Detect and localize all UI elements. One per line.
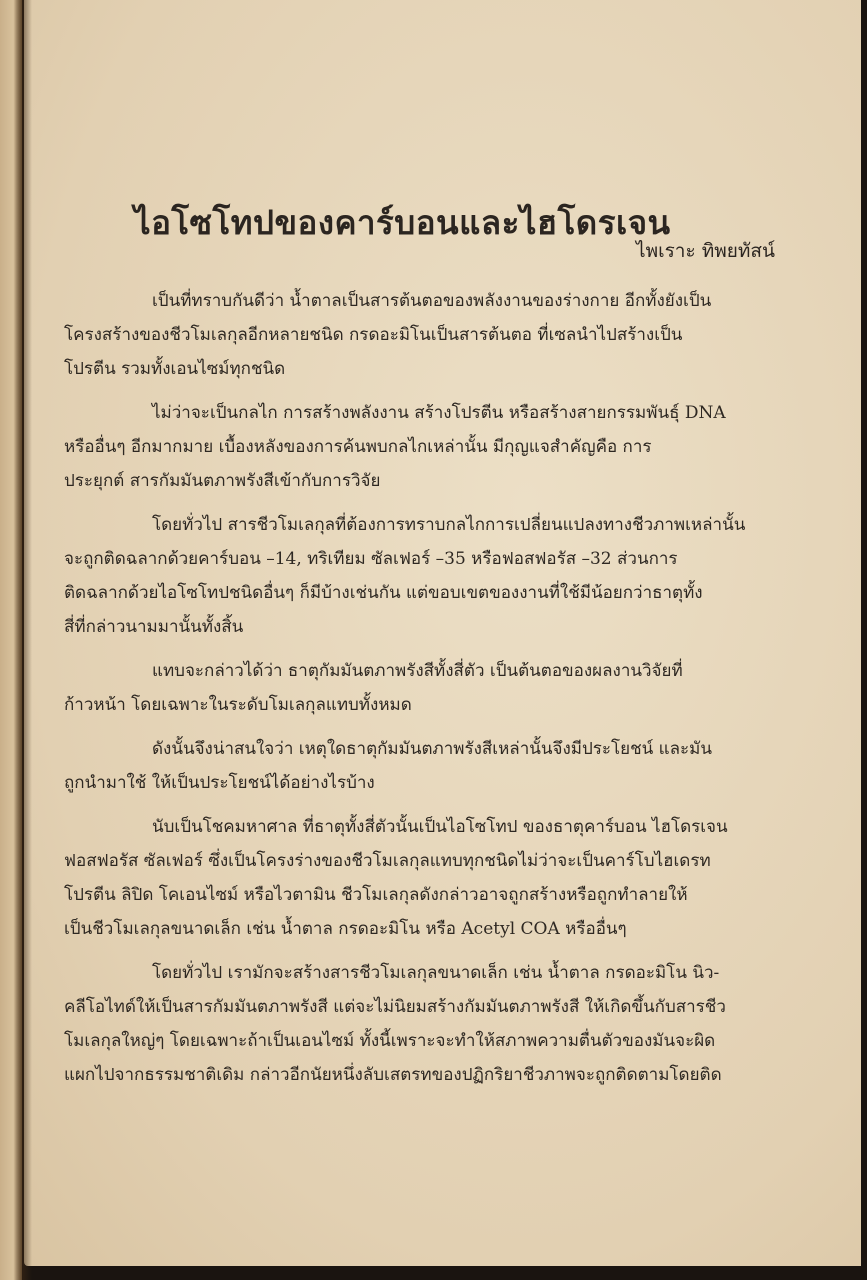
text-line: โปรตีน รวมทั้งเอนไซม์ทุกชนิด xyxy=(64,359,286,379)
author-name: ไพเราะ ทิพยทัสน์ xyxy=(636,240,775,262)
article-title: ไอโซโทปของคาร์บอนและไฮโดรเจน xyxy=(134,203,671,242)
text-line: โมเลกุลใหญ่ๆ โดยเฉพาะถ้าเป็นเอนไซม์ ทั้งนี้เพราะจะทำให้สภาพความตื่นตัวของมันจะผิด xyxy=(64,1031,716,1051)
text-line: แทบจะกล่าวได้ว่า ธาตุกัมมันตภาพรังสีทั้งสี่ตัว เป็นต้นตอของผลงานวิจัยที่ xyxy=(152,661,683,681)
text-line: โดยทั่วไป สารชีวโมเลกุลที่ต้องการทราบกลไกการเปลี่ยนแปลงทางชีวภาพเหล่านั้น xyxy=(152,515,746,535)
text-line: โครงสร้างของชีวโมเลกุลอีกหลายชนิด กรดอะมิโนเป็นสารต้นตอ ที่เซลนำไปสร้างเป็น xyxy=(64,325,683,345)
text-line: เป็นชีวโมเลกุลขนาดเล็ก เช่น น้ำตาล กรดอะมิโน หรือ Acetyl COA หรืออื่นๆ xyxy=(64,919,627,939)
text-line: โดยทั่วไป เรามักจะสร้างสารชีวโมเลกุลขนาดเล็ก เช่น น้ำตาล กรดอะมิโน นิว- xyxy=(152,963,720,983)
text-line: ถูกนำมาใช้ ให้เป็นประโยชน์ได้อย่างไรบ้าง xyxy=(64,773,375,793)
paragraph xyxy=(64,956,784,1092)
book-page xyxy=(24,0,861,1266)
article-body xyxy=(64,284,784,1102)
paragraph xyxy=(64,810,784,946)
text-line: คลีโอไทด์ให้เป็นสารกัมมันตภาพรังสี แต่จะไม่นิยมสร้างกัมมันตภาพรังสี ให้เกิดขึ้นกับสารชีว xyxy=(64,997,726,1017)
text-line: เป็นที่ทราบกันดีว่า น้ำตาลเป็นสารต้นตอของพลังงานของร่างกาย อีกทั้งยังเป็น xyxy=(152,291,712,311)
text-line: ฟอสฟอรัส ซัลเฟอร์ ซึ่งเป็นโครงร่างของชีวโมเลกุลแทบทุกชนิดไม่ว่าจะเป็นคาร์โบไฮเดรท xyxy=(64,851,711,871)
text-line: ไม่ว่าจะเป็นกลไก การสร้างพลังงาน สร้างโปรตีน หรือสร้างสายกรรมพันธุ์ DNA xyxy=(152,403,726,423)
text-line: นับเป็นโชคมหาศาล ที่ธาตุทั้งสี่ตัวนั้นเป็นไอโซโทป ของธาตุคาร์บอน ไฮโดรเจน xyxy=(152,817,728,837)
text-line: แผกไปจากธรรมชาติเดิม กล่าวอีกนัยหนึ่งลับเสตรทของปฏิกริยาชีวภาพจะถูกติดตามโดยติด xyxy=(64,1065,722,1085)
text-line: โปรตีน ลิปิด โคเอนไซม์ หรือไวตามิน ชีวโมเลกุลดังกล่าวอาจถูกสร้างหรือถูกทำลายให้ xyxy=(64,885,688,905)
binding-shadow xyxy=(14,0,32,1280)
paragraph xyxy=(64,508,784,644)
text-line: ประยุกต์ สารกัมมันตภาพรังสีเข้ากับการวิจัย xyxy=(64,471,381,491)
text-line: สี่ที่กล่าวนามมานั้นทั้งสิ้น xyxy=(64,617,244,637)
text-line: ก้าวหน้า โดยเฉพาะในระดับโมเลกุลแทบทั้งหมด xyxy=(64,695,412,715)
paragraph xyxy=(64,732,784,800)
paragraph xyxy=(64,396,784,498)
paragraph xyxy=(64,654,784,722)
text-line: ติดฉลากด้วยไอโซโทปชนิดอื่นๆ ก็มีบ้างเช่นกัน แต่ขอบเขตของงานที่ใช้มีน้อยกว่าธาตุทั้ง xyxy=(64,583,703,603)
text-line: หรืออื่นๆ อีกมากมาย เบื้องหลังของการค้นพบกลไกเหล่านั้น มีกุญแจสำคัญคือ การ xyxy=(64,437,652,457)
text-line: ดังนั้นจึงน่าสนใจว่า เหตุใดธาตุกัมมันตภาพรังสีเหล่านั้นจึงมีประโยชน์ และมัน xyxy=(152,739,712,759)
text-line: จะถูกติดฉลากด้วยคาร์บอน –14, ทริเทียม ซัลเฟอร์ –35 หรือฟอสฟอรัส –32 ส่วนการ xyxy=(64,549,678,569)
paragraph xyxy=(64,284,784,386)
